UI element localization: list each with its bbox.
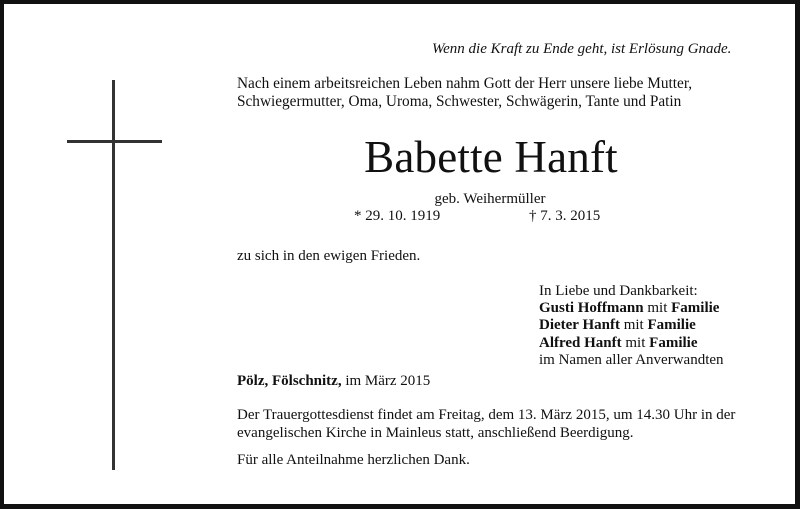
service-line-2: evangelischen Kirche in Mainleus statt, anschließend Beerdigung. <box>237 425 634 441</box>
mourner-name: Alfred Hanft <box>539 334 622 351</box>
mourner-connector: mit <box>619 317 648 334</box>
place-locations: Pölz, Fölschnitz, <box>237 373 342 389</box>
mourner-suffix: Familie <box>671 300 720 317</box>
death-date: † 7. 3. 2015 <box>529 208 601 224</box>
mourner-connector: mit <box>643 300 672 317</box>
mourner-name: Dieter Hanft <box>539 317 620 334</box>
mourner-entry <box>539 317 724 334</box>
mourner-connector: mit <box>621 334 650 351</box>
mourner-entry <box>539 335 724 352</box>
service-info <box>237 406 735 442</box>
mourner-suffix: Familie <box>647 317 696 334</box>
mourners-closing: im Namen aller Anverwandten <box>539 351 724 368</box>
mourner-entry <box>539 300 724 317</box>
thanks-line: Für alle Anteilnahme herzlichen Dank. <box>237 452 470 468</box>
intro-text <box>237 75 692 111</box>
intro-line-1: Nach einem arbeitsreichen Leben nahm Gott der Herr unsere liebe Mutter, <box>237 75 693 92</box>
motto: Wenn die Kraft zu Ende geht, ist Erlösung Gnade. <box>432 41 732 57</box>
place-date: im März 2015 <box>341 373 431 389</box>
mourner-name: Gusti Hoffmann <box>539 300 644 317</box>
peace-line: zu sich in den ewigen Frieden. <box>237 248 421 264</box>
deceased-name: Babette Hanft <box>364 132 618 182</box>
place-date-line <box>237 373 430 390</box>
maiden-name: geb. Weihermüller <box>434 191 546 207</box>
mourner-suffix: Familie <box>649 334 698 351</box>
intro-line-2: Schwiegermutter, Oma, Uroma, Schwester, Schwägerin, Tante und Patin <box>237 93 682 110</box>
mourners-block <box>539 283 724 369</box>
birth-date: * 29. 10. 1919 <box>354 208 441 224</box>
mourners-heading: In Liebe und Dankbarkeit: <box>539 283 698 299</box>
service-line-1: Der Trauergottesdienst findet am Freitag, dem 13. März 2015, um 14.30 Uhr in der <box>237 407 736 423</box>
